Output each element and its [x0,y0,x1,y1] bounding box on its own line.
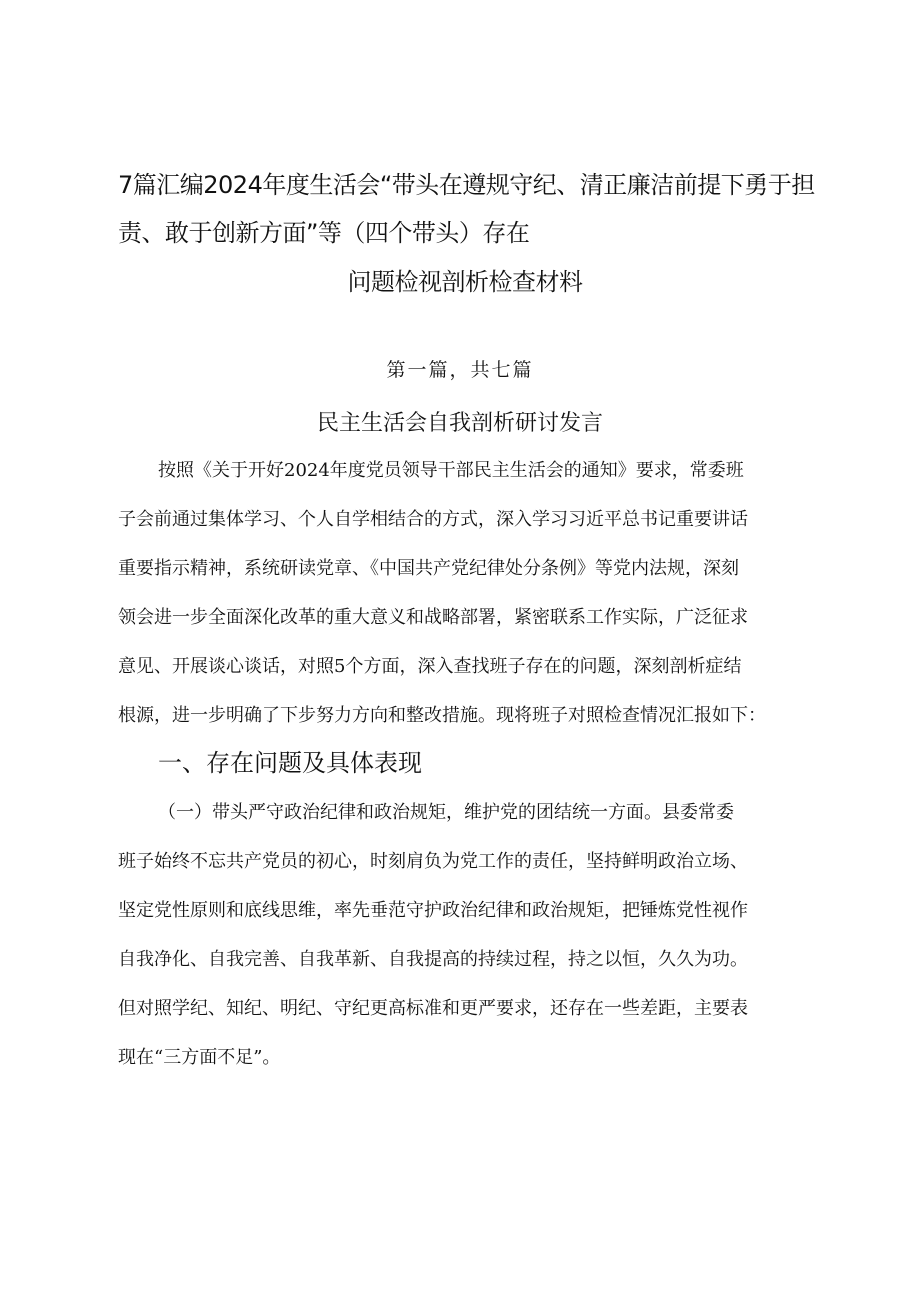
paragraph-line: 但对照学纪、知纪、明纪、守纪更高标准和更严要求，还存在一些差距，主要表 [118,998,748,1019]
intro-line: 按照《关于开好2024年度党员领导干部民主生活会的通知》要求，常委班 [158,460,744,481]
speech-title: 民主生活会自我剖析研讨发言 [316,411,603,436]
paragraph-line: 班子始终不忘共产党员的初心，时刻肩负为党工作的责任，坚持鲜明政治立场、 [118,851,748,872]
paragraph-line: 现在“三方面不足”。 [118,1047,281,1068]
document-title-line-3: 问题检视剖析检查材料 [347,268,583,296]
paragraph-line: 自我净化、自我完善、自我革新、自我提高的持续过程，持之以恒，久久为功。 [118,949,748,970]
intro-line: 意见、开展谈心谈话，对照5个方面，深入查找班子存在的问题，深刻剖析症结 [118,656,742,677]
document-title-line-2: 责、敢于创新方面”等（四个带头）存在 [118,219,530,247]
paragraph-line: 坚定党性原则和底线思维，率先垂范守护政治纪律和政治规矩，把锤炼党性视作 [118,900,748,921]
intro-line: 重要指示精神，系统研读党章、《中国共产党纪律处分条例》等党内法规，深刻 [118,558,739,579]
paragraph-line: （一）带头严守政治纪律和政治规矩，维护党的团结统一方面。县委常委 [158,802,734,823]
intro-line: 领会进一步全面深化改革的重大意义和战略部署，紧密联系工作实际，广泛征求 [118,607,748,628]
intro-line: 根源，进一步明确了下步努力方向和整改措施。现将班子对照检查情况汇报如下： [118,705,766,726]
section-heading: 一、存在问题及具体表现 [158,749,422,777]
section-label: 第一篇，共七篇 [386,359,534,381]
document-title-line-1: 7篇汇编2024年度生活会“带头在遵规守纪、清正廉洁前提下勇于担 [118,171,815,199]
intro-line: 子会前通过集体学习、个人自学相结合的方式，深入学习习近平总书记重要讲话 [118,509,748,530]
